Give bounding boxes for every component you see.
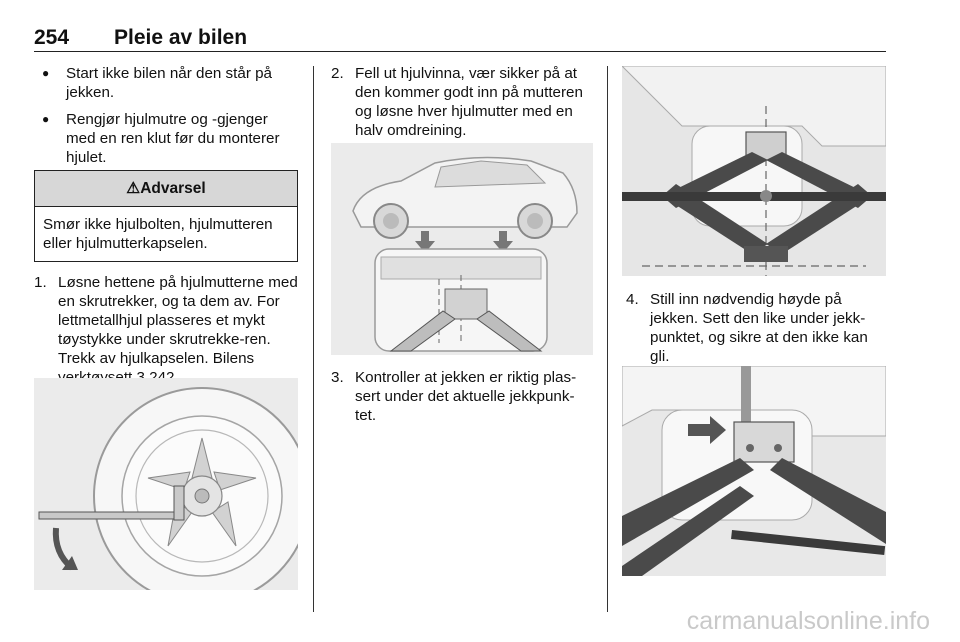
- car-jack-figure: [331, 143, 593, 355]
- bullet-text: Start ikke bilen når den står på jekken.: [66, 65, 272, 101]
- bullet-item: [34, 110, 300, 167]
- warning-header: [35, 171, 297, 207]
- numbered-step: [626, 290, 888, 366]
- step-3: [331, 368, 593, 425]
- step-text: Løsne hettene på hjulmutterne med en skrutrekker, og ta dem av. For lettmetallhjul plasseres et mykt tøystykke under skrutrekke-ren. Trekk av hjulkapselen. Bilens: [58, 274, 298, 367]
- step-text: Kontroller at jekken er riktig plas-sert under det aktuelle jekkpunk-tet.: [355, 369, 577, 424]
- page-number: 254: [34, 26, 70, 49]
- numbered-step: [34, 273, 300, 387]
- scissor-jack-illustration: [622, 66, 886, 276]
- warning-box: [34, 170, 298, 262]
- column-1: [34, 64, 300, 175]
- car-jack-illustration: [331, 143, 593, 355]
- page-title: Pleie av bilen: [114, 26, 248, 49]
- bullet-dot: ●: [42, 66, 50, 80]
- wheel-wrench-figure: [34, 378, 298, 590]
- warning-body: Smør ikke hjulbolten, hjulmutteren eller hjulmutterkapselen.: [43, 216, 273, 252]
- step-number: 1.: [34, 274, 47, 291]
- jack-closeup-illustration: [622, 366, 886, 576]
- numbered-step: [331, 368, 593, 425]
- bullet-dot: ●: [42, 112, 50, 126]
- step-1: [34, 273, 300, 387]
- step-number: 3.: [331, 369, 344, 386]
- step-2: [331, 64, 593, 140]
- warning-icon: ⚠: [126, 180, 141, 197]
- jack-closeup-figure: [622, 366, 886, 576]
- page-header: [34, 26, 886, 52]
- warning-title: Advarsel: [140, 180, 206, 197]
- step-number: 2.: [331, 65, 344, 82]
- step-number: 4.: [626, 291, 639, 308]
- numbered-step: [331, 64, 593, 140]
- bullet-text: Rengjør hjulmutre og -gjenger med en ren klut før du monterer hjulet.: [66, 111, 280, 166]
- step-text: Fell ut hjulvinna, vær sikker på at den kommer godt inn på mutteren og løsne hver hjulmutter med en halv omdreining.: [355, 65, 583, 139]
- wheel-wrench-illustration: [34, 378, 298, 590]
- watermark-text: carmanualsonline.info: [686, 607, 930, 635]
- step-4: [626, 290, 888, 366]
- bullet-item: [34, 64, 300, 102]
- scissor-jack-figure: [622, 66, 886, 276]
- step-text: Still inn nødvendig høyde på jekken. Sett den like under jekk-punktet, og sikre at den ikke kan gli.: [650, 291, 868, 365]
- column-divider: [313, 66, 314, 612]
- column-divider: [607, 66, 608, 612]
